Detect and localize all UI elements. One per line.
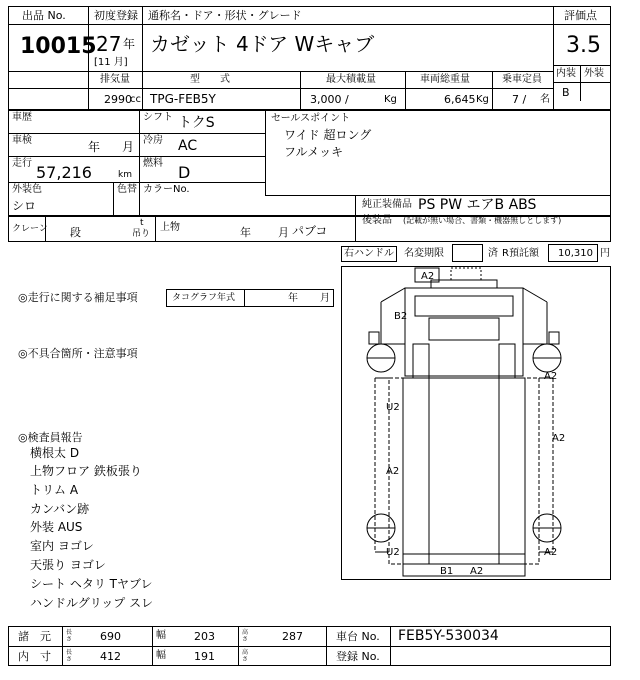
rear-a2-damage-mark: A2 [470,566,484,577]
inner-height-label: 高さ [242,649,249,663]
equipment-value: PS PW エアB ABS [418,197,537,213]
crane-ton-unit: t [140,218,144,228]
registration-year: 27 [96,32,122,56]
lot-label: 出品 No. [22,9,66,22]
aftermarket-note: (記載が無い場合、書類・機器無しとします) [403,216,562,225]
history-label: 車歴 [12,112,32,123]
title-change-box [452,244,483,262]
crane-steps-unit: 段 [70,226,81,239]
gvw-value: 6,645 [444,93,476,106]
fuel-label: 燃料 [143,158,163,169]
outer-length-value: 690 [100,630,121,643]
tacho-month-unit: 月 [320,293,330,304]
color-code-label: カラーNo. [143,184,190,195]
lot-number: 10015 [20,34,97,59]
capacity-label: 乗車定員 [502,74,542,85]
type-label: 型 式 [190,74,230,85]
inner-length-value: 412 [100,650,121,663]
left-rear-low-damage-mark: U2 [386,547,400,558]
report-line: トリム A [30,483,79,497]
capacity-unit: 名 [540,94,550,105]
ac-value: AC [178,138,198,154]
recycle-deposit-value: 10,310 [558,248,593,259]
recycle-label: 済 [488,248,498,259]
color-change-label: 色替 [117,184,137,195]
mount-month-unit: 月 [278,226,289,239]
displacement-value: 2990 [104,93,132,106]
sales-point-line-2: フルメッキ [284,145,344,159]
right-front-damage-mark: A2 [544,371,558,382]
aftermarket-label: 後装品 [362,215,392,226]
gvw-label: 車両総重量 [420,74,470,85]
inspection-year-unit: 年 [88,140,101,154]
front-left-damage-mark: B2 [394,311,408,322]
capacity-value: 7 / [512,93,527,106]
recycle-deposit-label: R預託額 [502,248,539,259]
sales-point-line-1: ワイド 超ロング [284,128,372,142]
inner-length-label: 長さ [66,649,73,663]
shift-label: シフト [143,112,173,123]
driving-notes-label: ◎走行に関する補足事項 [18,291,138,304]
right-rear-damage-mark: A2 [544,547,558,558]
shift-value: トクS [178,115,215,131]
report-line: 外装 AUS [30,520,83,534]
outer-height-value: 287 [282,630,303,643]
outer-width-label: 幅 [156,630,166,641]
displacement-unit: cc [130,94,141,105]
defects-label: ◎不具合箇所・注意事項 [18,347,138,360]
grade-label: 評価点 [564,9,597,22]
payload-label: 最大積載量 [326,74,376,85]
report-line: ハンドルグリップ スレ [30,596,154,610]
rear-b1-damage-mark: B1 [440,566,454,577]
inspection-label: 車検 [12,135,32,146]
grade-value: 3.5 [566,33,601,58]
outer-length-label: 長さ [66,629,73,643]
truck-outline [341,266,611,580]
inner-dimensions-label: 内 寸 [18,650,51,663]
report-line: 天張り ヨゴレ [30,558,106,572]
mount-label: 上物 [160,222,180,233]
equipment-label: 純正装備品 [362,199,412,210]
displacement-label: 排気量 [100,74,130,85]
registration-year-unit: 年 [123,37,136,51]
title-change-label: 名変期限 [404,248,444,259]
crane-lift-unit: 吊り [132,229,151,239]
sales-point-label: セールスポイント [271,113,351,124]
outer-dimensions-label: 諸 元 [18,630,51,643]
recycle-unit: 円 [600,248,610,259]
crane-label: クレーン [12,224,48,234]
mileage-unit: km [118,170,132,180]
report-line: 上物フロア 鉄板張り [30,464,142,478]
mileage-value: 57,216 [36,163,92,182]
model-name: カゼット 4ドア Wキャブ [150,32,375,56]
exterior-grade-label: 外装 [584,68,604,79]
inspection-month-unit: 月 [122,140,135,154]
registration-no-label: 登録 No. [336,650,380,663]
registration-month: [11 月] [94,57,128,68]
mount-value: パブコ [292,224,328,238]
outer-height-label: 高さ [242,629,249,643]
inspector-report-label: ◎検査員報告 [18,431,83,444]
report-line: カンバン跡 [30,502,90,516]
report-line: 横根太 D [30,446,80,460]
tacho-label: タコグラフ年式 [172,293,236,303]
front-damage-mark: A2 [421,271,435,282]
chassis-label: 車台 No. [336,630,380,643]
inner-width-value: 191 [194,650,215,663]
mileage-label: 走行 [12,158,32,169]
left-side-damage-mark: U2 [386,402,400,413]
outer-width-value: 203 [194,630,215,643]
first-registration-label: 初度登録 [94,9,138,22]
left-rear-damage-mark: A2 [386,466,400,477]
ext-color-label: 外装色 [12,184,42,195]
interior-grade-label: 内装 [556,68,576,79]
tacho-year-unit: 年 [288,293,298,304]
payload-value: 3,000 / [310,93,349,106]
type-value: TPG-FEB5Y [150,92,216,106]
report-line: 室内 ヨゴレ [30,539,94,553]
inner-width-label: 幅 [156,650,166,661]
payload-unit: Kg [384,94,397,105]
report-line: シート ヘタリ Tヤブレ [30,577,153,591]
chassis-value: FEB5Y-530034 [398,628,499,644]
right-side-damage-mark: A2 [552,433,566,444]
gvw-unit: Kg [476,94,489,105]
steering-value: 右ハンドル [344,248,394,259]
model-header-label: 通称名・ドア・形状・グレード [148,9,302,22]
ext-color-value: シロ [12,199,37,213]
mount-year-unit: 年 [240,226,251,239]
fuel-value: D [178,163,191,182]
ac-label: 冷房 [143,135,163,146]
interior-grade: B [562,86,570,99]
